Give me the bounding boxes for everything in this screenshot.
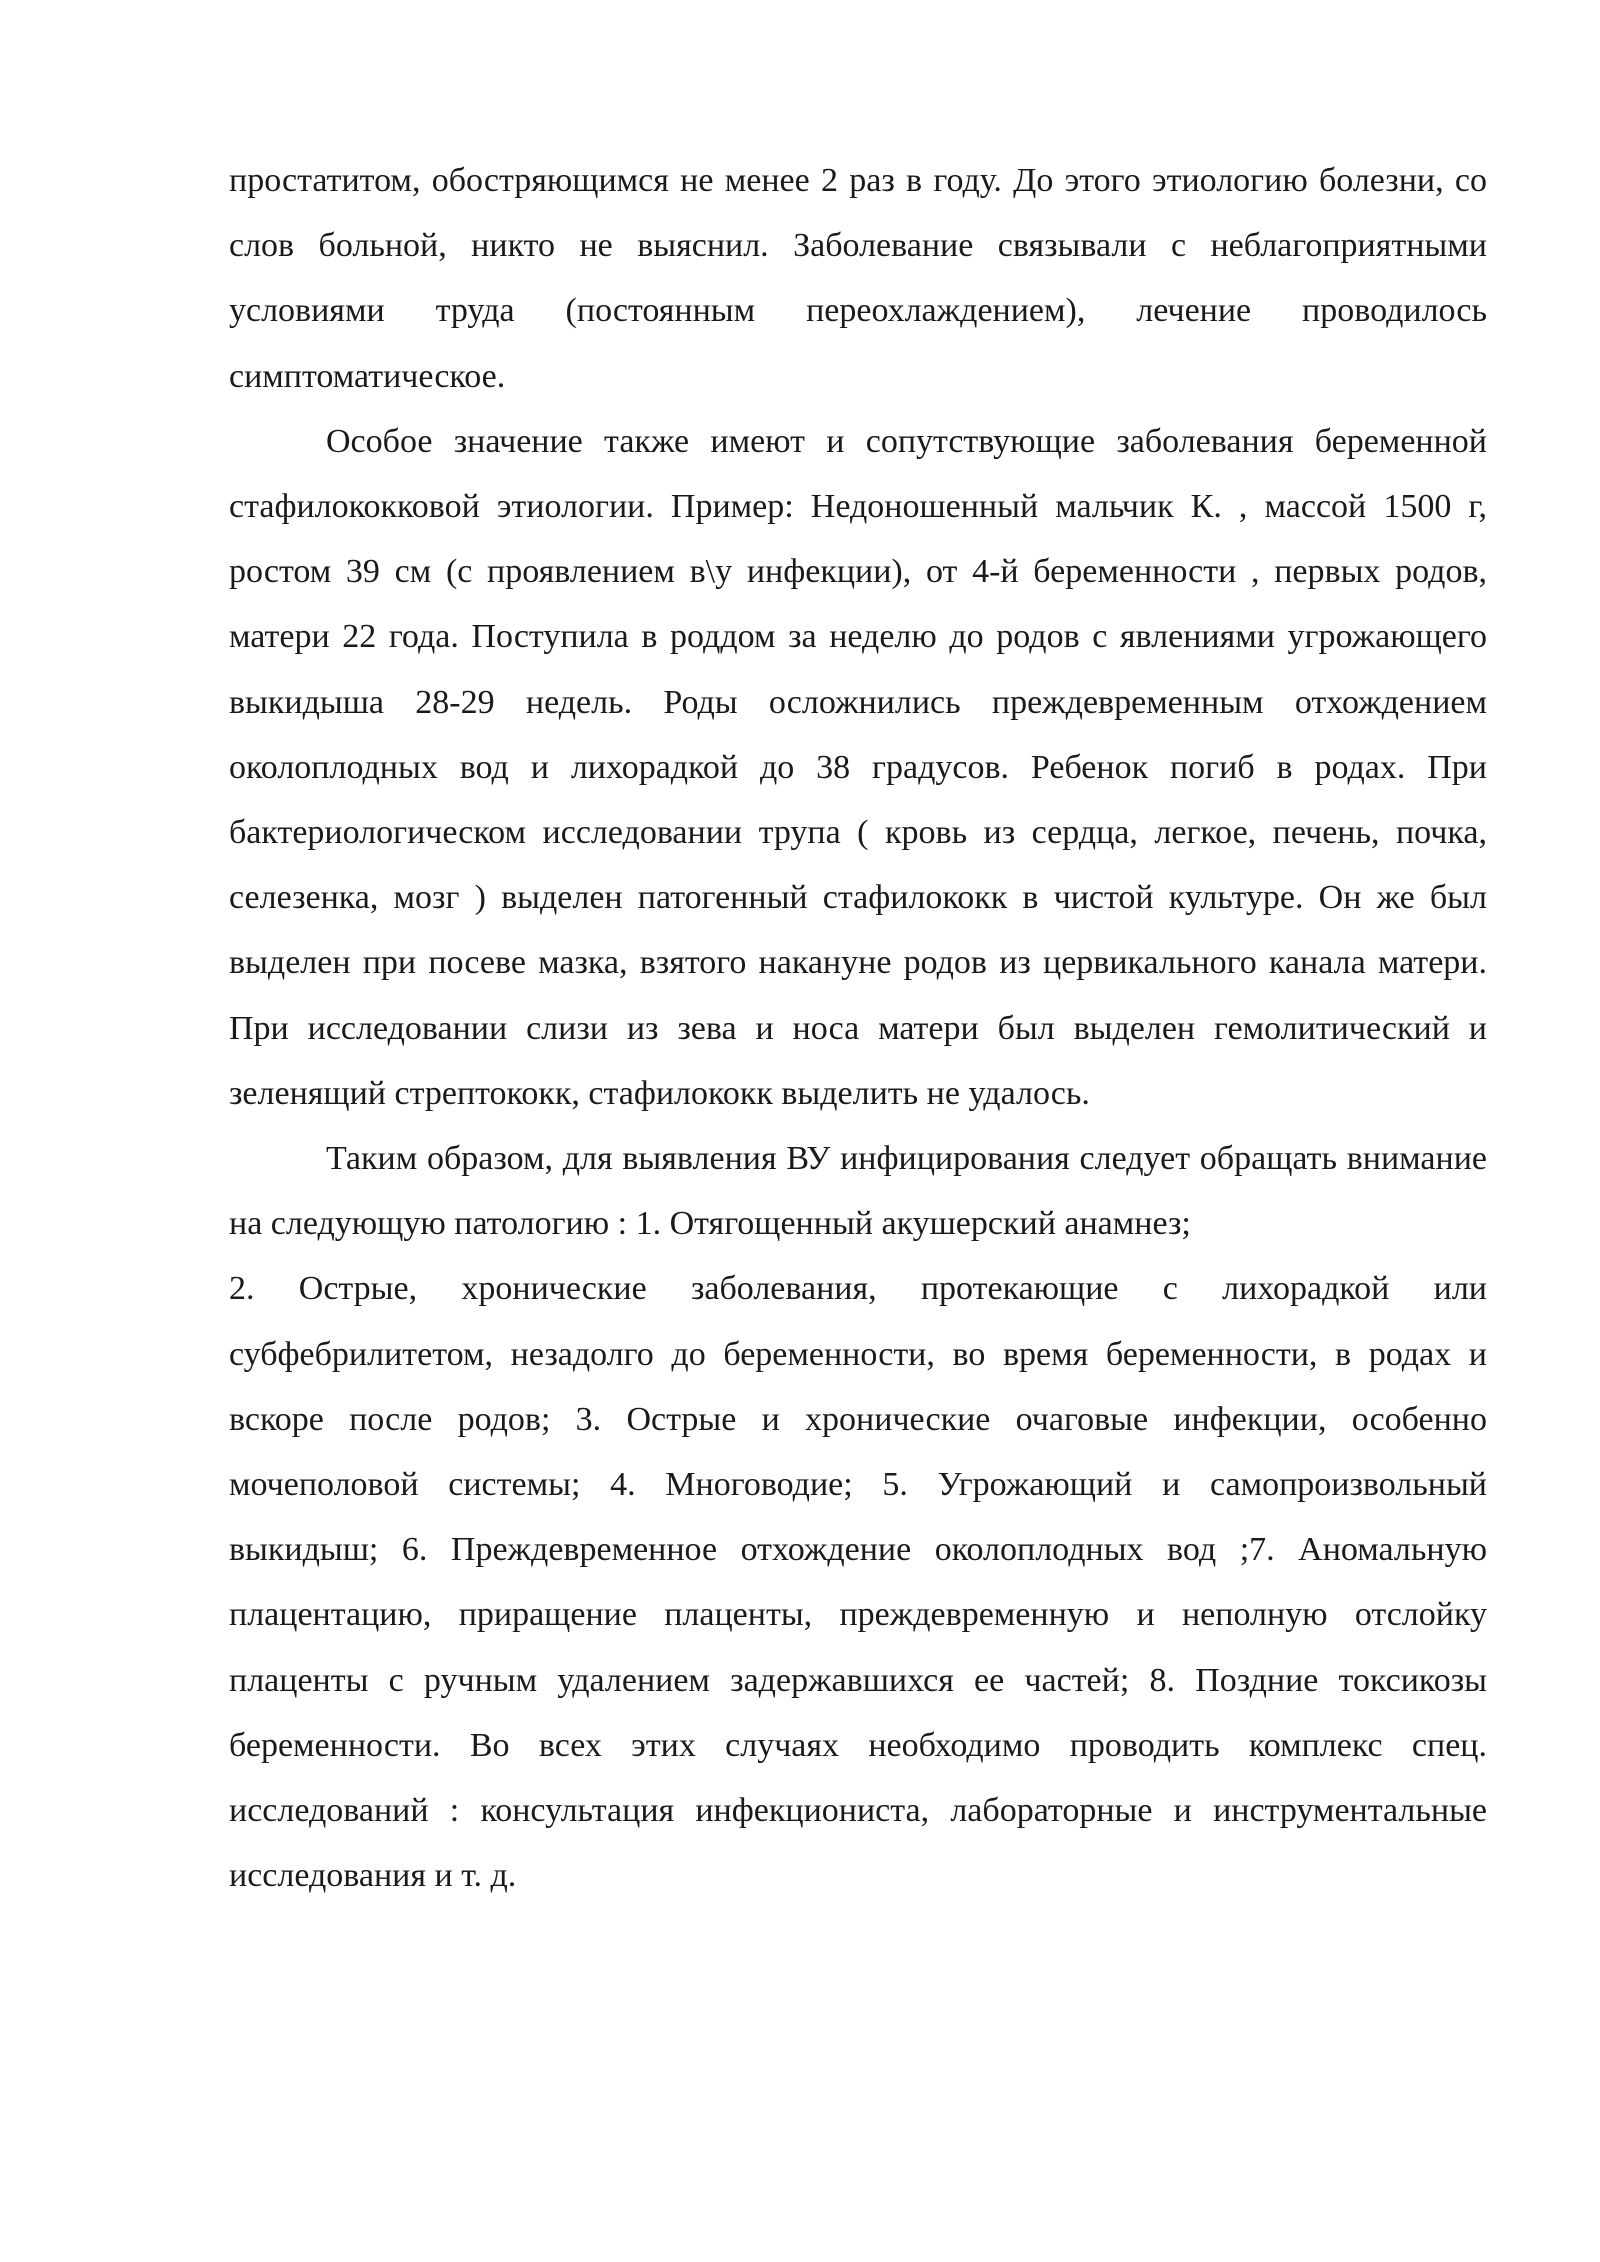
document-body [229,148,1487,1908]
paragraph-conclusion-intro: Таким образом, для выявления ВУ инфицирования следует обращать внимание на следующую патологию : 1. Отягощенный акушерский анамнез; [229,1140,1487,1243]
paragraph-pathology-list: 2. Острые, хронические заболевания, протекающие с лихорадкой или субфебрилитетом, незадолго до беременности, во время беременности, в родах и вскоре после родов; 3. Острые и хронические очаговые инфекции, особенно мочеполовой системы; 4. Многоводие; 5. Угрожающий и самопроизвольный выкидыш; 6. Преждевременное отхождение околоплодных вод ;7. Аномальную плацентацию, приращение плаценты, преждевременную и неполную отслойку плаценты с ручным удалением задержавшихся ее частей; 8. Поздние токсикозы беременности. Во всех этих случаях необходимо проводить комплекс спец. исследований : консультация инфекциониста, лабораторные и инструментальные исследования и т. д. [229,1270,1487,1895]
paragraph-staphylococcal-example: Особое значение также имеют и сопутствующие заболевания беременной стафилококковой этиологии. Пример: Недоношенный мальчик К. , массой 1500 г, ростом 39 см (с проявлением в\у инфекции), от 4-й беременности , первых родов, матери 22 года. Поступила в роддом за неделю до родов с явлениями угрожающего выкидыша 28-29 недель. Роды осложнились преждевременным отхождением околоплодных вод и лихорадкой до 38 градусов. Ребенок погиб в родах. При бактериологическом исследовании трупа ( кровь из сердца, легкое, печень, почка, селезенка, мозг ) выделен патогенный стафилококк в чистой культуре. Он же был выделен при посеве мазка, взятого накануне родов из цервикального канала матери. При исследовании слизи из зева и носа матери был выделен гемолитический и зеленящий стрептококк, стафилококк выделить не удалось. [229,422,1487,1112]
paragraph-continued: простатитом, обостряющимся не менее 2 раз в году. До этого этиологию болезни, со слов больной, никто не выяснил. Заболевание связывали с неблагоприятными условиями труда (постоянным переохлаждением), лечение проводилось симптоматическое. [229,162,1487,395]
